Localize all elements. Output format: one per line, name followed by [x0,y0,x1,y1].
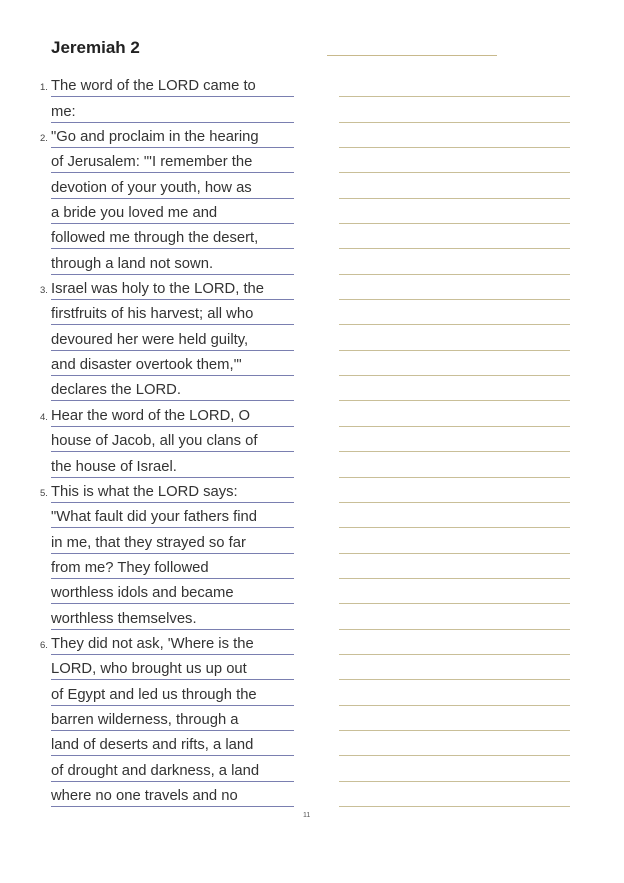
practice-writing-line[interactable] [339,97,570,122]
verse-line [0,782,320,807]
practice-writing-line[interactable] [339,275,570,300]
verse-text: followed me through the desert, [51,230,259,247]
verse-line [0,97,320,122]
practice-writing-line[interactable] [339,148,570,173]
verse-number: 2. [40,133,48,145]
practice-writing-line[interactable] [339,579,570,604]
verse-text: firstfruits of his harvest; all who [51,306,254,323]
verse-line [0,376,320,401]
verse-text: The word of the LORD came to [51,78,256,95]
practice-writing-line[interactable] [339,173,570,198]
practice-writing-line[interactable] [339,427,570,452]
practice-writing-line[interactable] [339,706,570,731]
verse-line [0,604,320,629]
verse-number: 4. [40,411,48,423]
practice-writing-line[interactable] [339,782,570,807]
verse-text: from me? They followed [51,559,209,576]
practice-writing-line[interactable] [339,731,570,756]
verse-number: 1. [40,82,48,94]
practice-writing-line[interactable] [339,604,570,629]
practice-writing-line[interactable] [339,630,570,655]
practice-writing-line[interactable] [339,554,570,579]
verse-text: They did not ask, 'Where is the [51,635,254,652]
verse-text: declares the LORD. [51,382,181,399]
verse-text: in me, that they strayed so far [51,534,246,551]
verse-text: the house of Israel. [51,458,177,475]
practice-writing-line[interactable] [339,249,570,274]
practice-writing-line[interactable] [339,756,570,781]
verse-text: land of deserts and rifts, a land [51,737,254,754]
verse-text: worthless idols and became [51,585,234,602]
page-title: Jeremiah 2 [51,38,140,57]
verse-text: worthless themselves. [51,610,197,627]
verse-line [0,680,320,705]
verse-text: of Egypt and led us through the [51,686,257,703]
verse-line [0,731,320,756]
practice-writing-line[interactable] [339,680,570,705]
verse-line [0,72,320,97]
verse-line [0,756,320,781]
verse-line [0,249,320,274]
verse-text: "Go and proclaim in the hearing [51,129,259,146]
verse-text: devotion of your youth, how as [51,179,252,196]
verse-number: 5. [40,487,48,499]
verse-text: of Jerusalem: "'I remember the [51,154,253,171]
verse-text: through a land not sown. [51,255,214,272]
text-underline [51,806,294,807]
practice-writing-line[interactable] [339,199,570,224]
verse-text: This is what the LORD says: [51,483,238,500]
verse-line [0,325,320,350]
practice-writing-line[interactable] [339,351,570,376]
verse-line [0,503,320,528]
verse-text: house of Jacob, all you clans of [51,433,258,450]
verse-text: a bride you loved me and [51,205,218,222]
verse-text: and disaster overtook them,'" [51,357,242,374]
practice-writing-line[interactable] [339,325,570,350]
practice-writing-line[interactable] [339,528,570,553]
practice-writing-line[interactable] [339,300,570,325]
scripture-text-column [0,72,320,807]
verse-line [0,655,320,680]
verse-number: 6. [40,639,48,651]
handwriting-practice-column [339,72,570,807]
verse-line [0,554,320,579]
verse-text: barren wilderness, through a [51,711,239,728]
practice-writing-line[interactable] [339,224,570,249]
verse-line [0,579,320,604]
practice-writing-line[interactable] [339,655,570,680]
verse-line [0,275,320,300]
practice-writing-line[interactable] [339,72,570,97]
verse-line [0,706,320,731]
verse-line [0,427,320,452]
practice-writing-line[interactable] [339,401,570,426]
verse-text: "What fault did your fathers find [51,509,257,526]
page-number: 11 [303,812,311,819]
verse-line [0,452,320,477]
verse-line [0,173,320,198]
verse-text: devoured her were held guilty, [51,331,249,348]
verse-line [0,351,320,376]
verse-line [0,401,320,426]
practice-writing-line[interactable] [339,452,570,477]
verse-text: LORD, who brought us up out [51,661,247,678]
verse-line [0,528,320,553]
verse-line [0,199,320,224]
verse-line [0,300,320,325]
verse-text: Hear the word of the LORD, O [51,407,251,424]
verse-line [0,478,320,503]
verse-text: of drought and darkness, a land [51,762,260,779]
verse-line [0,148,320,173]
verse-text: me: [51,103,76,120]
practice-writing-line[interactable] [339,503,570,528]
verse-text: where no one travels and no [51,787,238,804]
verse-line [0,123,320,148]
verse-line [0,224,320,249]
verse-text: Israel was holy to the LORD, the [51,281,265,298]
verse-line [0,630,320,655]
name-writing-line[interactable] [327,55,497,56]
practice-writing-line[interactable] [339,478,570,503]
practice-writing-line[interactable] [339,376,570,401]
verse-number: 3. [40,285,48,297]
practice-writing-line[interactable] [339,123,570,148]
